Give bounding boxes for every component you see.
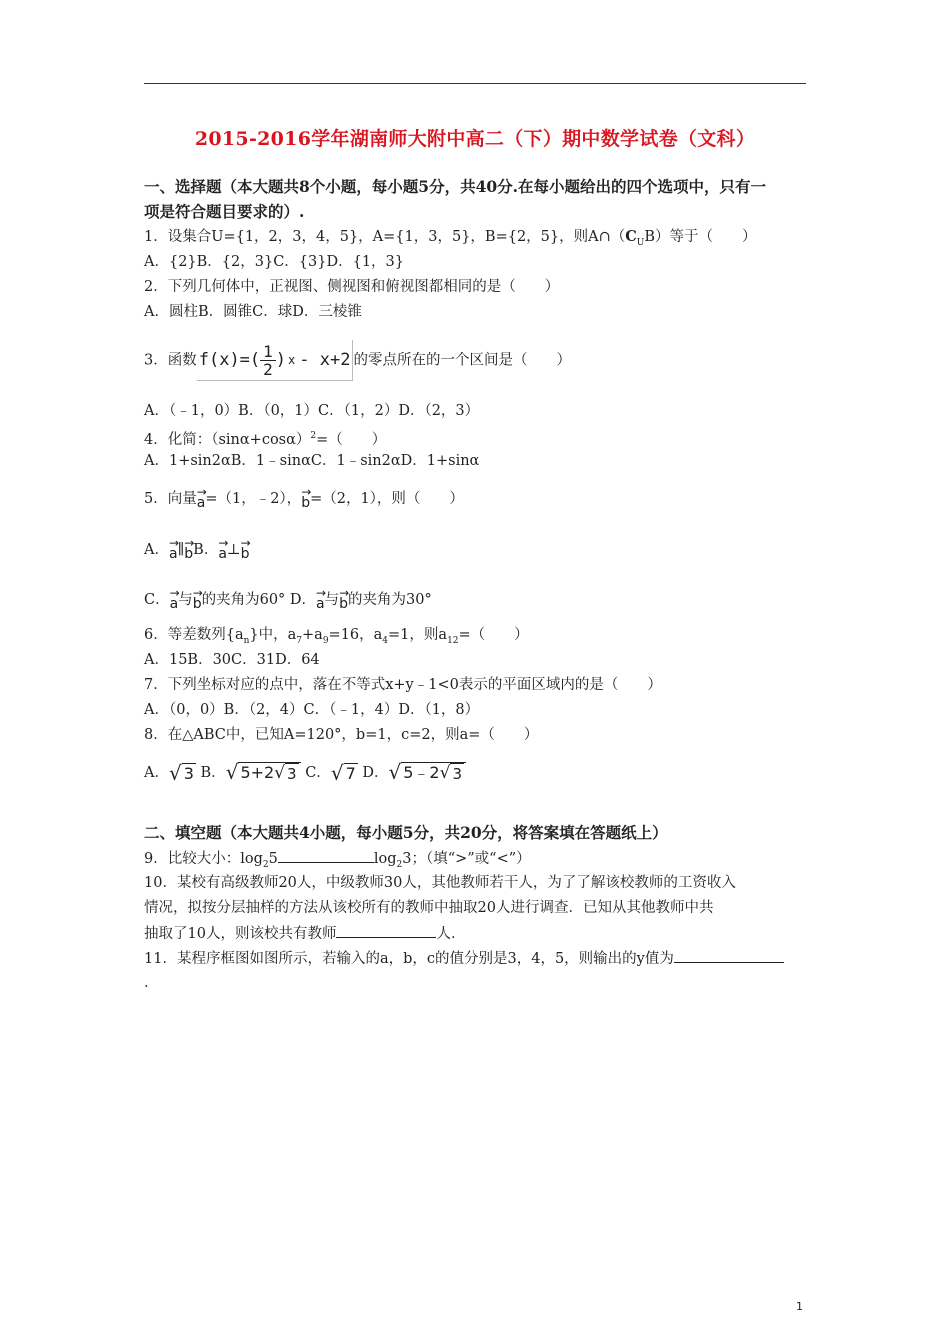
- sqrt-5-plus-2sqrt3: √ 5+2 √ 3: [226, 762, 301, 784]
- subscript-7: 7: [296, 635, 303, 646]
- q6-options: A．15B．30C．31D．64: [144, 652, 320, 668]
- question-10-line2: 情况，拟按分层抽样的方法从该校所有的教师中抽取20人进行调查．已知从其他教师中共: [144, 900, 714, 916]
- q5-option-a-label: A．: [144, 542, 169, 558]
- q5-option-b-label: B．: [193, 542, 219, 558]
- question-7: 7．下列坐标对应的点中，落在不等式x+y﹣1<0表示的平面区域内的是（ ）: [144, 677, 662, 693]
- question-3: [144, 340, 571, 380]
- vector-a: → a: [197, 487, 206, 513]
- subscript-9: 9: [322, 635, 329, 646]
- fraction-denominator: 2: [263, 359, 273, 379]
- vector-b: → b: [241, 538, 250, 564]
- formula-fx: f(x)=(: [198, 350, 261, 370]
- answer-blank-q11[interactable]: [674, 948, 784, 963]
- inner-sqrt-3: √ 3: [439, 763, 463, 783]
- section1-header-line1: 一、选择题（本大题共8个小题，每小题5分，共40分.在每小题给出的四个选项中，只有一: [144, 177, 767, 196]
- vector-b: → b: [301, 487, 310, 513]
- q1-text-end: B）等于（ ）: [644, 229, 757, 245]
- vector-a: → a: [170, 588, 179, 614]
- log-base-2: 2: [396, 859, 403, 870]
- with-text: 与: [324, 592, 340, 608]
- angle-60-text: 的夹角为60°: [201, 592, 286, 608]
- q1-options: A．{2}B．{2，3}C．{3}D．{1，3}: [144, 254, 405, 270]
- with-text: 与: [178, 592, 193, 608]
- inner-radicand: 3: [287, 765, 297, 783]
- section2-header: 二、填空题（本大题共4小题，每小题5分，共20分，将答案填在答题纸上）: [144, 823, 668, 842]
- inner-radicand: 3: [452, 765, 463, 783]
- q4-superscript: 2: [310, 431, 317, 441]
- q6-text: 6．等差数列{a: [144, 627, 244, 643]
- radicand: [401, 762, 466, 784]
- vector-a: → a: [218, 538, 227, 564]
- q1-text: 1．设集合U={1，2，3，4，5}，A={1，3，5}，B={2，5}，则A∩（: [144, 229, 626, 245]
- q3-options: A．（﹣1，0）B．（0，1）C．（1，2）D．（2，3）: [144, 403, 480, 419]
- q5-options-ab: [144, 538, 249, 564]
- vector-a: → a: [169, 538, 178, 564]
- radicand: 7: [345, 763, 356, 783]
- subscript-n: n: [243, 635, 250, 646]
- q6-text: +a: [302, 627, 323, 643]
- parallel-symbol: ∥: [177, 542, 185, 558]
- q6-text: }中，a: [249, 627, 297, 643]
- answer-blank-q10[interactable]: [336, 923, 436, 938]
- vector-a: → a: [316, 588, 325, 614]
- question-5: [144, 487, 464, 513]
- question-8: 8．在△ABC中，已知A=120°，b=1，c=2，则a=（ ）: [144, 727, 539, 743]
- function-formula: [197, 340, 354, 381]
- q8-option-d-label: D．: [362, 765, 389, 781]
- perpendicular-symbol: ⊥: [226, 542, 241, 558]
- question-9: [144, 848, 531, 875]
- q2-options: A．圆柱B．圆锥C．球D．三棱锥: [144, 304, 362, 320]
- angle-30-text: 的夹角为30°: [348, 592, 432, 608]
- q5-prefix: 5．向量: [144, 491, 197, 507]
- q5-option-c-label: C．: [144, 592, 170, 608]
- complement-subscript: U: [636, 237, 645, 248]
- q8-option-a-label: A．: [144, 765, 169, 781]
- question-6: [144, 625, 529, 651]
- radicand-part: 5+2: [240, 763, 275, 782]
- q8-option-c-label: C．: [305, 765, 331, 781]
- q8-option-b-label: B．: [200, 765, 226, 781]
- q10-text: 抽取了10人，则该校共有教师: [144, 926, 337, 942]
- q8-options: [144, 760, 466, 786]
- q9-log: log: [373, 851, 397, 867]
- answer-blank-q9[interactable]: [278, 848, 374, 863]
- q11-text: 11．某程序框图如图所示，若输入的a，b，c的值分别是3，4，5，则输出的y值为: [144, 951, 674, 967]
- q5-options-cd: [144, 588, 432, 614]
- question-11: [144, 948, 784, 969]
- question-4: [144, 426, 386, 450]
- log-base-1: 2: [262, 859, 269, 870]
- q4-options: A．1+sin2αB．1﹣sinαC．1﹣sin2αD．1+sinα: [144, 453, 480, 469]
- inner-sqrt-3: √ 3: [274, 763, 297, 783]
- q10-text-end: 人．: [436, 926, 466, 942]
- radicand-part: 5﹣2: [403, 763, 440, 782]
- section1-header-line2: 项是符合题目要求的）.: [144, 202, 305, 221]
- fraction-numerator: 1: [260, 343, 276, 361]
- q11-end: ．: [144, 975, 159, 991]
- q4-text: 4．化简：（sinα+cosα）: [144, 431, 311, 448]
- q5-option-d-label: D．: [289, 592, 317, 608]
- vector-b: → b: [339, 588, 348, 614]
- q3-prefix: 3．函数: [144, 352, 197, 369]
- question-2: 2．下列几何体中，正视图、侧视图和俯视图都相同的是（ ）: [144, 279, 560, 295]
- sqrt-7: √ 7: [330, 760, 356, 785]
- formula-close-paren: ): [275, 350, 287, 370]
- vector-b: → b: [193, 588, 202, 614]
- sqrt-3: √ 3: [168, 760, 194, 785]
- radicand: 3: [183, 763, 194, 783]
- q9-arg-1: 5: [268, 851, 278, 867]
- q6-text: =16，a: [328, 627, 383, 643]
- header-rule: [144, 83, 806, 84]
- page-number: 1: [796, 1300, 803, 1313]
- q6-text-end: =（ ）: [458, 627, 529, 643]
- q6-text: =1，则a: [388, 627, 448, 643]
- question-10-line3: [144, 923, 465, 944]
- page-title: 2015-2016学年湖南师大附中高二（下）期中数学试卷（文科）: [194, 128, 756, 150]
- q9-text: 9．比较大小：log: [144, 851, 263, 867]
- radicand: [238, 762, 300, 784]
- q4-text-end: =（ ）: [316, 431, 387, 448]
- fraction-one-half: [260, 343, 276, 378]
- subscript-4: 4: [382, 635, 389, 646]
- subscript-12: 12: [447, 635, 459, 646]
- vector-b: → b: [184, 538, 193, 564]
- formula-tail: - x+2: [299, 350, 351, 370]
- q5-vector-b-value: =（2，1），则（ ）: [310, 491, 464, 507]
- complement-symbol: C: [625, 228, 637, 245]
- question-1: [144, 227, 757, 253]
- q7-options: A．（0，0）B．（2，4）C．（﹣1，4）D．（1，8）: [144, 702, 480, 718]
- q3-suffix: 的零点所在的一个区间是（ ）: [353, 352, 571, 369]
- formula-exponent: x: [288, 353, 296, 367]
- question-10-line1: 10．某校有高级教师20人，中级教师30人，其他教师若干人，为了了解该校教师的工资收入: [144, 875, 736, 891]
- q9-text-end: 3；（填“>”或“<”）: [402, 851, 531, 867]
- sqrt-5-minus-2sqrt3: √ 5﹣2 √ 3: [389, 762, 467, 784]
- q5-vector-a-value: =（1，﹣2），: [205, 491, 302, 507]
